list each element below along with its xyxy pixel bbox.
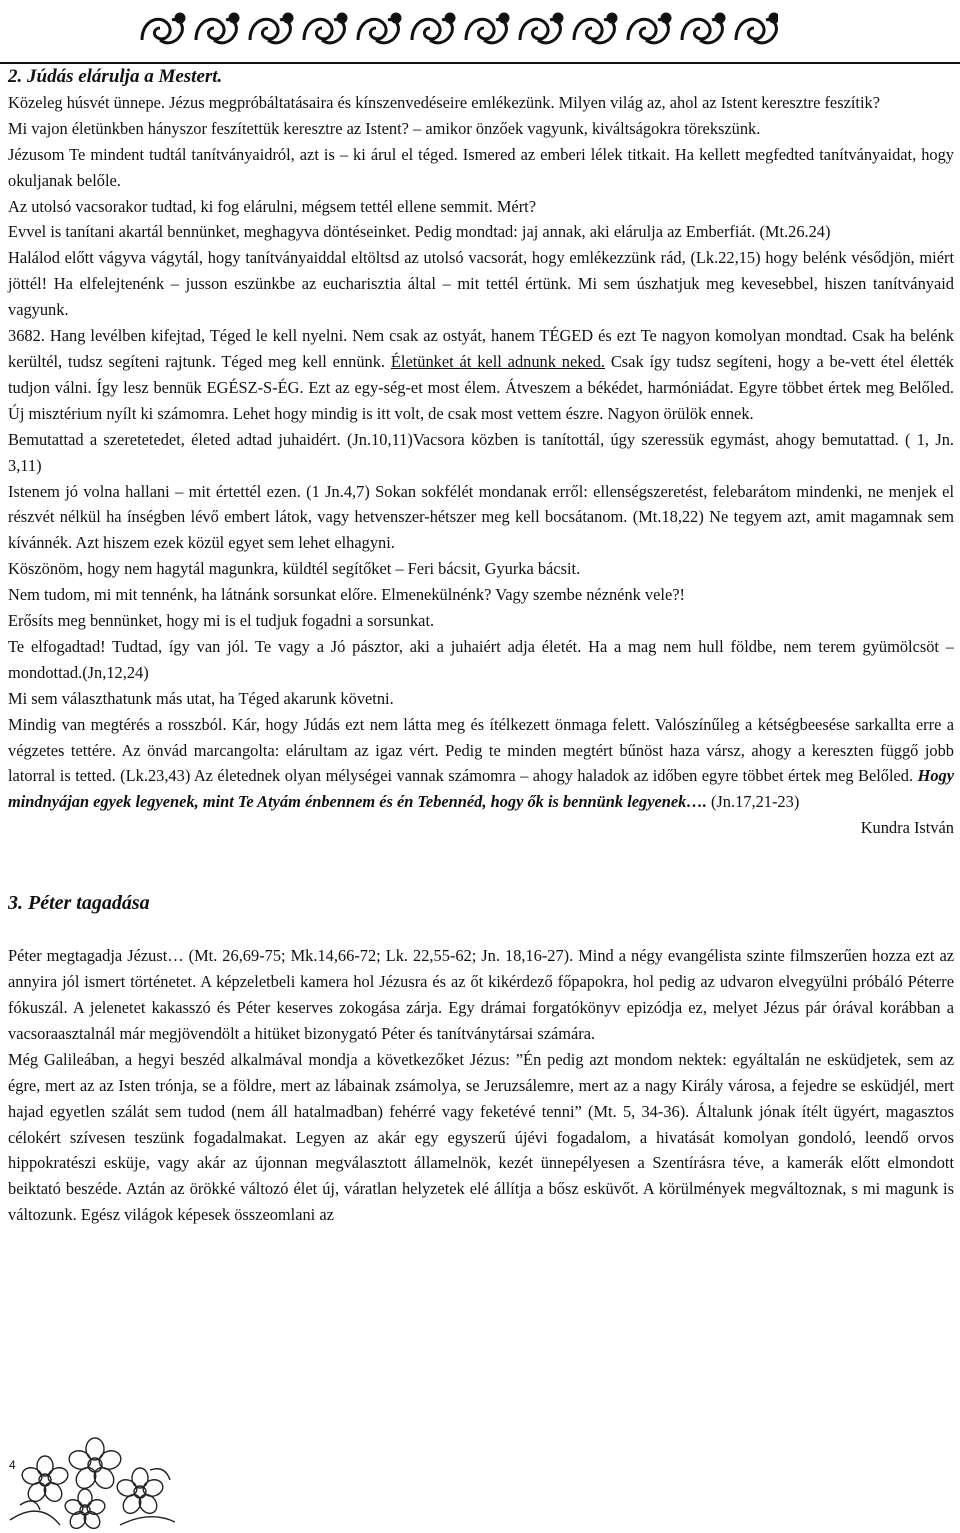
ornament-flower-icon xyxy=(574,14,616,43)
page-content xyxy=(8,64,954,1228)
ornament-flower-icon xyxy=(628,14,670,43)
paragraph-final xyxy=(8,712,954,816)
ornament-flower-icon xyxy=(520,14,562,43)
ornament-flower-icon xyxy=(142,14,184,43)
paragraph-3682 xyxy=(8,323,954,427)
paragraph: Az utolsó vacsorakor tudtad, ki fog elárulni, mégsem tettél ellene semmit. Mért? xyxy=(8,196,536,216)
paragraph: Bemutattad a szeretetedet, életed adtad juhaidért. (Jn.10,11)Vacsora közben is tanítottál, úgy szeressük egymást, ahogy bemutattad. ( 1, Jn. 3,11) xyxy=(8,429,954,475)
citation: (Jn.17,21-23) xyxy=(706,792,800,812)
ornament-flower-icon xyxy=(304,14,346,43)
page-number: 4 xyxy=(9,1458,16,1472)
ornament-flower-icon xyxy=(682,14,724,43)
bold-italic-quote: Hogy mindnyájan egyek legyenek, mint Te Atyám énbennem és én Tebennéd, hogy ők is bennünk legyenek…. xyxy=(8,766,954,812)
signature: Kundra István xyxy=(860,818,954,838)
paragraph: Péter megtagadja Jézust… (Mt. 26,69-75; Mk.14,66-72; Lk. 22,55-62; Jn. 18,16-27). Mind a négy evangélista szinte filmszerűen hozza ezt az annyira jól ismert történetet. A képzeletbeli kamera hol Jézusra és az őt kikérdező főpapokra, hol pedig az udvaron elvegyülni próbáló Péterre fókuszál. A jelenetet kakasszó és Péter keserves zokogása zárja. Egy drámai forgatókönyv epizódja ez, melyet Jézus pár órával korábban a vacsoraasztalnál már megjövendölt a hitüket bizonygató Péter és tanítványtársai számára. xyxy=(8,946,954,1043)
paragraph: Nem tudom, mi mit tennénk, ha látnánk sorsunkat előre. Elmenekülnénk? Vagy szembe néznénk vele?! xyxy=(8,585,685,605)
paragraph: Még Galileában, a hegyi beszéd alkalmával mondja a következőket Jézus: ”Én pedig azt mondom nektek: egyáltalán ne esküdjetek, sem az égre, mert az az Isten trónja, se a földre, mert az lábainak zsámolya, se Jeruzsálemre, mert az a nagy Király városa, a fejedre se esküdjél, mert hajad egyetlen szálát sem tudod (nem áll hatalmadban) fehérré vagy feketévé tenni” (Mt. 5, 34-36). Általunk jónak ítélt ügyért, magasztos célokért szívesen teszünk fogadalmakat. Legyen az akár egy egyszerű újévi fogadalom, a hivatását komolyan gondoló, leendő orvos hippokratészi esküje, vagy akár az újonnan megválasztott államelnök, kezét ünnepélyesen a Szentírásra téve, a kamerák előtt elmondott beiktató beszéde. Aztán az örökké változó élet új, váratlan helyzetek elé állítja a bősz esküvőt. A körülmények megváltoznak, s mi magunk is változunk. Egész világok képesek összeomlani az xyxy=(8,1049,954,1225)
paragraph: Istenem jó volna hallani – mit értettél ezen. (1 Jn.4,7) Sokan sokfélét mondanak erről: ellenségszeretést, felebarátom mindenki, ne menjek el részvét nélkül ha ínségben lévő embert látok, vagy hetvenszer-hétszer meg kell bocsátanom. (Mt.18,22) Ne tegyem azt, amit magamnak sem kívánnék. Azt hiszem ezek közül egyet sem lehet elhagyni. xyxy=(8,481,954,553)
section-3-title: 3. Péter tagadása xyxy=(8,892,150,915)
spacer xyxy=(8,916,954,943)
ornament-flower-icon xyxy=(358,14,400,43)
floral-border-ornament xyxy=(128,4,778,48)
section-2-title: 2. Júdás elárulja a Mestert. xyxy=(8,66,223,87)
underlined-text: Életünket át kell adnunk neked. xyxy=(390,351,606,371)
ornament-flower-icon xyxy=(412,14,454,43)
paragraph: Erősíts meg bennünket, hogy mi is el tudjuk fogadni a sorsunkat. xyxy=(8,611,435,631)
flower-decoration xyxy=(0,1430,180,1533)
text-span: 3682. Hang levélben kifejtad, Téged le kell nyelni. Nem csak az ostyát, hanem TÉGED és ezt Te nagyon komolyan mondtad. Csak ha belénk kerültél, tudsz segíteni rajtunk. Téged meg kell ennünk. xyxy=(8,326,954,371)
paragraph: Mi sem választhatunk más utat, ha Téged akarunk követni. xyxy=(8,688,394,708)
ornament-flower-icon xyxy=(196,14,238,43)
text-span: Csak így tudsz segíteni, hogy a be-vett étel élették tudjon válni. Így lesz bennük EGÉSZ-S-ÉG. Ezt az egy-ség-et most élem. Átveszem a békédet, harmóniádat. Egyre többet értek meg Belőled. Új misztérium nyílt ki számomra. Lehet hogy mindig is itt volt, de csak most vettem észre. Nagyon örülök ennek. xyxy=(8,351,954,423)
ornament-flower-icon xyxy=(466,14,508,43)
paragraph: Mi vajon életünkben hányszor feszítettük keresztre az Istent? – amikor önzőek vagyunk, kiváltságokra törekszünk. xyxy=(8,118,761,138)
ornament-flower-icon xyxy=(250,14,292,43)
paragraph: Halálod előtt vágyva vágytál, hogy tanítványaiddal eltöltsd az utolsó vacsorát, hogy emlékezzünk rád, (Lk.22,15) hogy belénk vésődjön, miért jöttél! Ha elfelejtenénk – jusson eszünkbe az eucharisztia által – mit tettél értünk. Mi sem úszhatjuk meg kevesebbel, hiszen tanítványaid vagyunk. xyxy=(8,248,954,320)
paragraph: Közeleg húsvét ünnepe. Jézus megpróbáltatásaira és kínszenvedéseire emlékezünk. Milyen világ az, ahol az Istent keresztre feszítik? xyxy=(8,92,880,112)
text-span: Mindig van megtérés a rosszból. Kár, hogy Júdás ezt nem látta meg és ítélkezett önmaga felett. Valószínűleg a kétségbeesése sarkallta erre a végzetes tettére. Az önvád marcangolta: elárultam az igaz vért. Pedig te minden megtért bűnöst haza vársz, ahogy a kereszten függő jobb latorral is tetted. (Lk.23,43) Az életednek olyan mélységei vannak számomra – ahogy haladok az időben egyre többet értek meg Belőled. xyxy=(8,714,954,786)
paragraph: Jézusom Te mindent tudtál tanítványaidról, azt is – ki árul el téged. Ismered az emberi lélek titkait. Ha kellett megfedted tanítványaidat, hogy okuljanak belőle. xyxy=(8,144,954,190)
paragraph: Köszönöm, hogy nem hagytál magunkra, küldtél segítőket – Feri bácsit, Gyurka bácsit. xyxy=(8,559,581,579)
paragraph: Evvel is tanítani akartál bennünket, meghagyva döntéseinket. Pedig mondtad: jaj annak, aki elárulja az Emberfiát. (Mt.26.24) xyxy=(8,222,831,242)
ornament-flower-icon xyxy=(736,14,778,43)
paragraph: Te elfogadtad! Tudtad, így van jól. Te vagy a Jó pásztor, aki a juhaiért adja életét. Ha a mag nem hull földbe, nem terem gyümölcsöt – mondottad.(Jn,12,24) xyxy=(8,636,954,682)
